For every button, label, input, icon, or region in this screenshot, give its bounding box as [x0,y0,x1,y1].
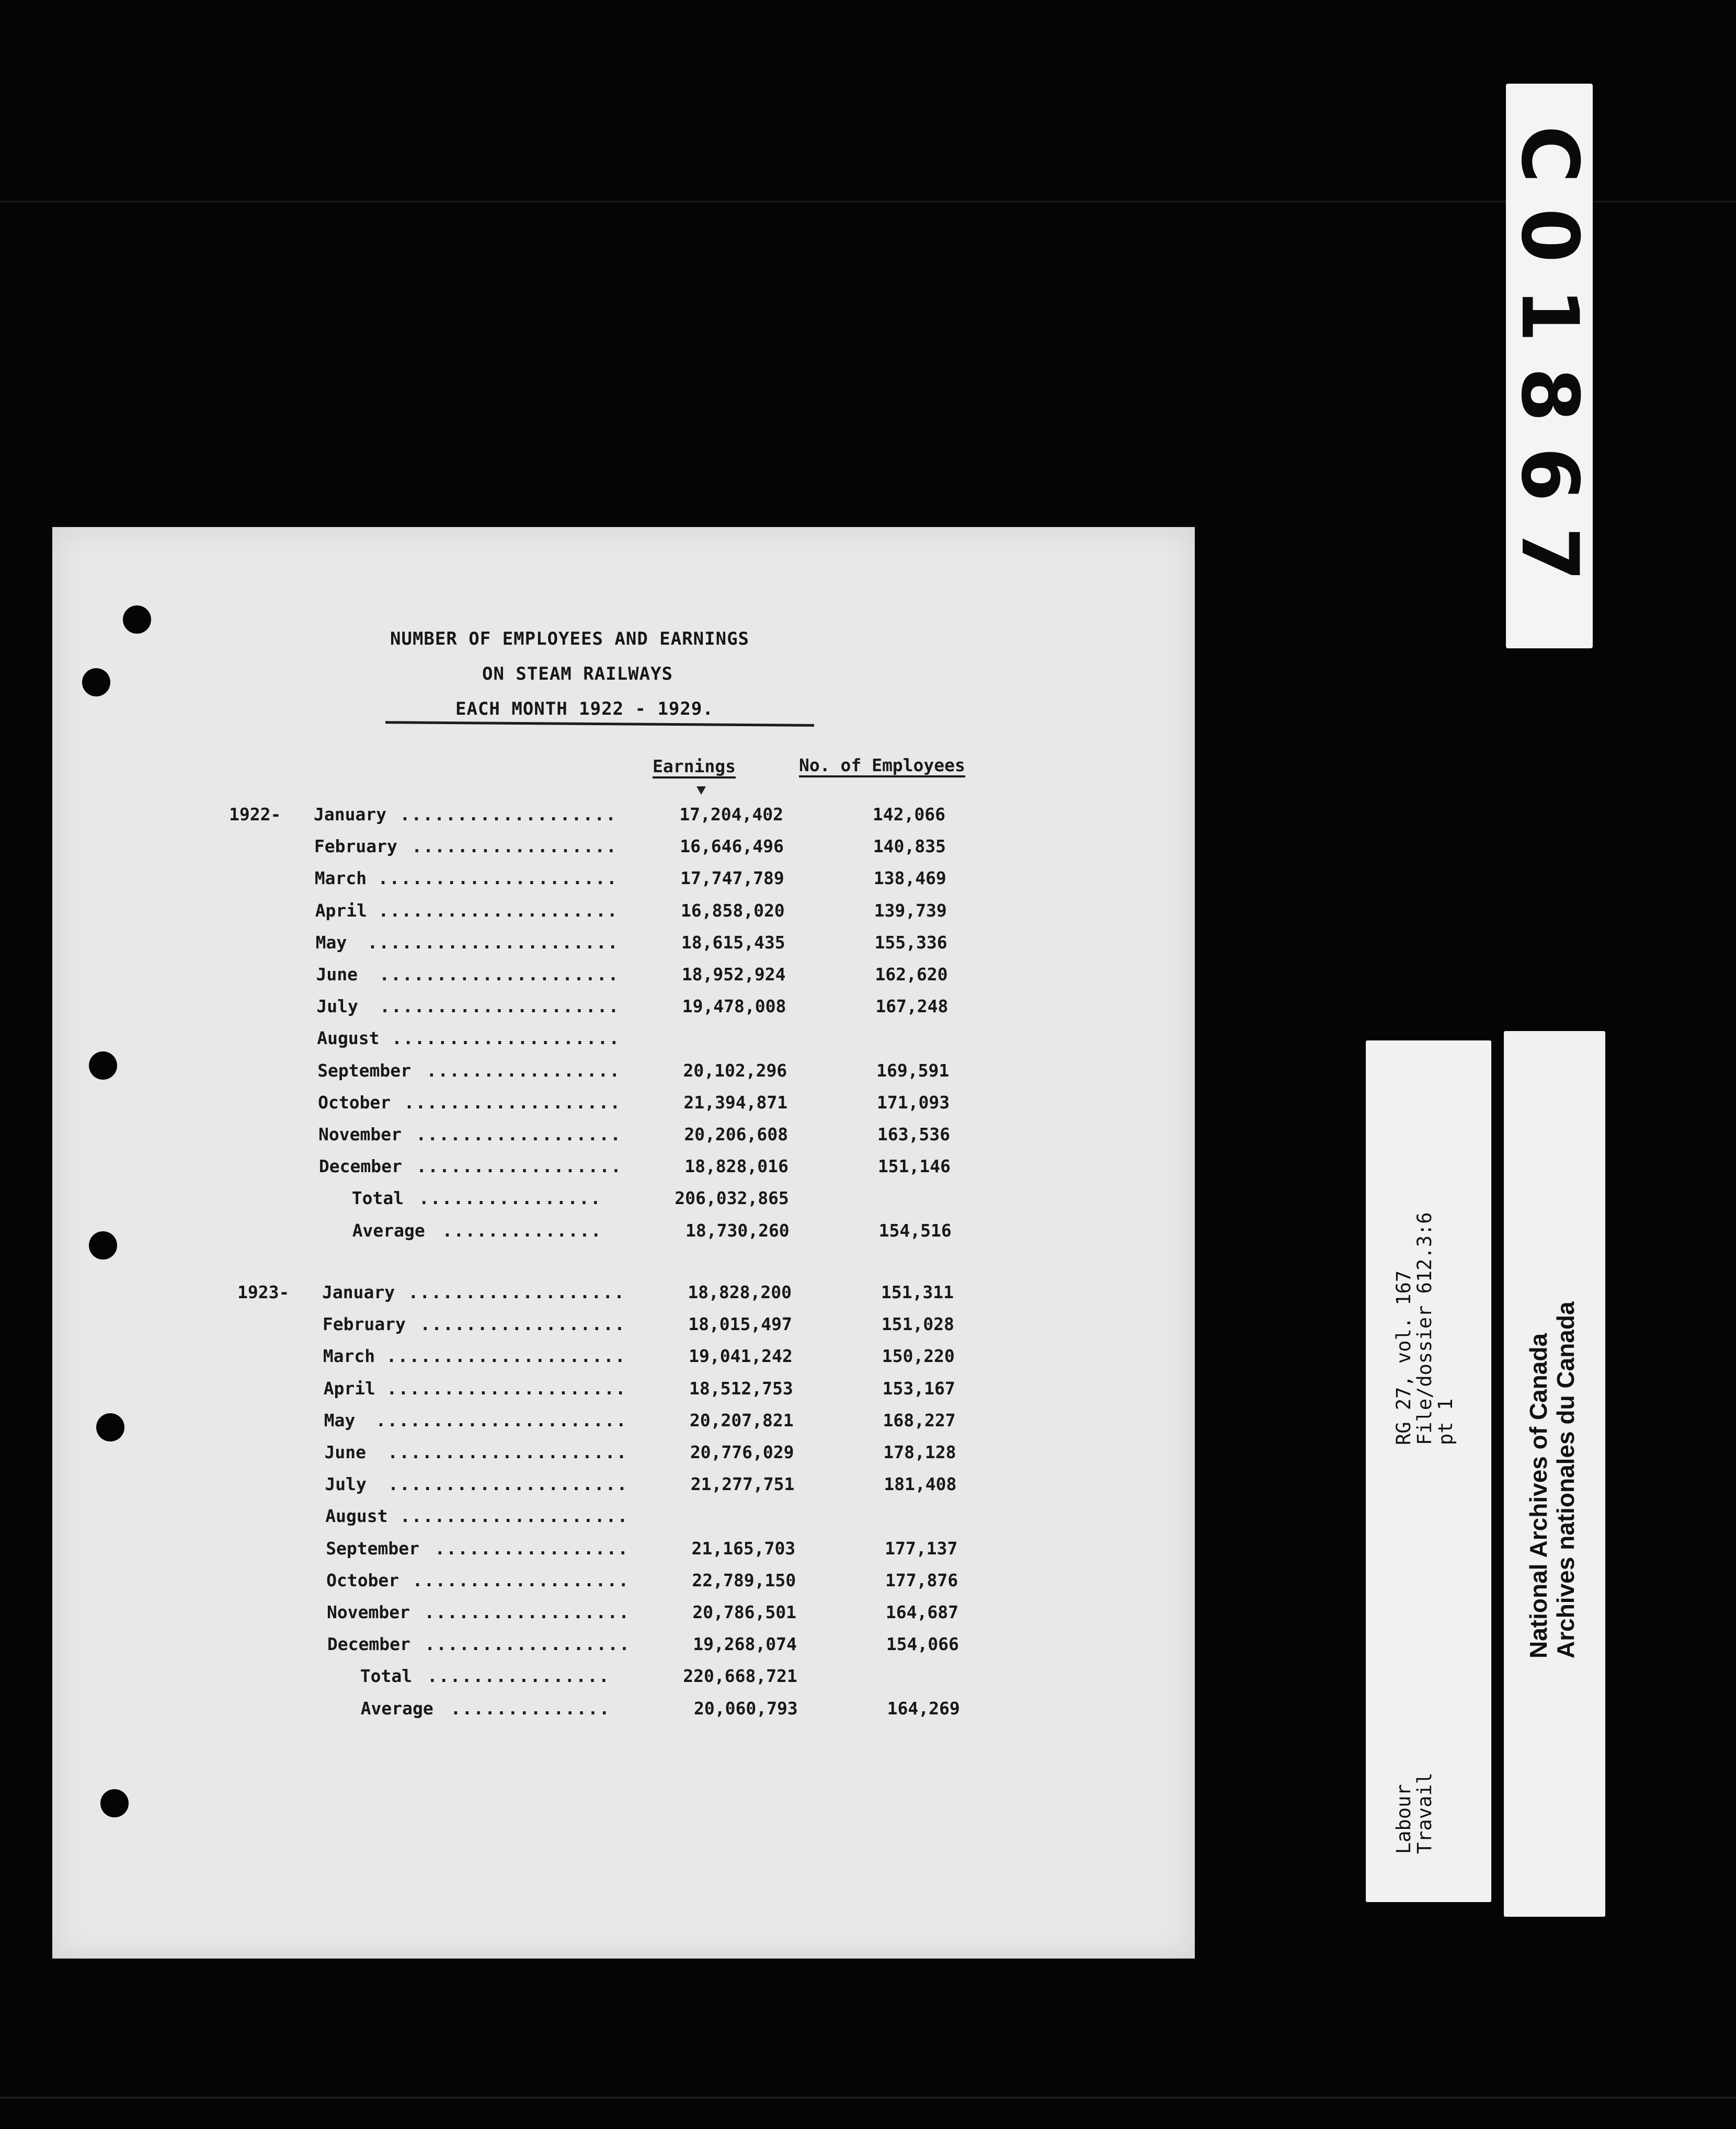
earnings-cell: 17,747,789 [680,868,784,889]
table-row [52,1156,1150,1179]
employees-cell: 177,137 [885,1538,958,1559]
earnings-cell: 20,776,029 [690,1442,794,1462]
year-label: 1923- [237,1282,290,1302]
table-row [52,1188,1150,1211]
archive-name-french: Archives nationales du Canada [1552,1301,1579,1658]
leader-dots: ................. [435,1538,630,1559]
earnings-cell: 206,032,865 [675,1188,789,1209]
leader-dots: ..................... [378,868,618,889]
table-row [52,1282,1150,1305]
employees-cell: 167,248 [875,996,949,1017]
table-row [52,932,1150,955]
month-label: September [326,1538,419,1559]
table-row [52,804,1150,827]
reference-line-1: RG 27, vol. 167 [1392,1270,1415,1445]
leader-dots: .................. [416,1124,622,1144]
leader-dots: ..................... [386,1346,626,1367]
table-row [52,1410,1150,1433]
summary-label: Total [360,1666,413,1687]
leader-dots: .............. [450,1698,611,1719]
leader-dots: ................... [404,1092,622,1113]
archive-label-card [1504,1031,1605,1917]
table-row [52,1570,1150,1593]
leader-dots: ................ [427,1666,610,1687]
leader-dots: ..................... [378,900,619,921]
employees-cell: 142,066 [872,804,945,825]
earnings-cell: 18,615,435 [681,932,785,953]
table-row [52,1314,1150,1337]
earnings-cell: 20,206,608 [684,1124,788,1144]
earnings-cell: 220,668,721 [683,1666,797,1687]
table-row [52,1698,1150,1721]
employees-cell: 154,516 [878,1220,952,1241]
employees-cell: 151,028 [881,1314,954,1335]
table-row [52,1028,1150,1051]
month-label: August [325,1506,388,1527]
month-label: July [325,1474,367,1495]
leader-dots: .................... [391,1028,621,1049]
month-label: May [324,1410,356,1430]
earnings-cell: 17,204,402 [679,804,783,825]
leader-dots: ................. [426,1060,621,1081]
employees-cell: 140,835 [873,836,946,857]
employees-cell: 151,146 [877,1156,951,1177]
reference-line-3: pt 1 [1434,1398,1457,1445]
film-frame-edge-bottom [0,2097,1736,2099]
month-label: November [318,1124,402,1144]
leader-dots: .................. [420,1314,626,1335]
employees-cell: 168,227 [883,1410,956,1430]
employees-cell: 163,536 [877,1124,950,1144]
correction-caret [696,786,706,795]
table-row [52,900,1150,923]
punch-hole [123,605,151,634]
table-row [52,836,1150,859]
leader-dots: ..................... [386,1378,627,1399]
employees-cell: 150,220 [882,1346,955,1367]
earnings-cell: 22,789,150 [692,1570,796,1590]
employees-cell: 139,739 [874,900,947,921]
earnings-cell: 20,102,296 [683,1060,787,1081]
month-label: January [314,804,387,825]
summary-label: Total [351,1188,404,1209]
month-label: June [316,964,358,985]
employees-cell: 162,620 [875,964,948,985]
month-label: May [315,932,347,953]
earnings-cell: 21,277,751 [690,1474,795,1495]
leader-dots: ................ [418,1188,602,1209]
leader-dots: .................... [399,1506,629,1527]
earnings-cell: 21,394,871 [683,1092,788,1113]
earnings-cell: 18,952,924 [681,964,786,985]
title-underline [385,721,814,727]
employees-cell: 164,269 [887,1698,960,1719]
table-row [52,1220,1150,1243]
month-label: November [327,1602,410,1622]
earnings-cell: 18,730,260 [686,1220,790,1241]
department-line-2: Travail [1413,1772,1436,1854]
month-label: December [327,1634,410,1655]
leader-dots: ................... [408,1282,625,1302]
table-row [52,1124,1150,1147]
document-page [52,527,1195,1959]
leader-dots: .................. [424,1602,630,1622]
table-row [52,1060,1150,1083]
earnings-cell: 18,015,497 [688,1314,792,1335]
table-row [52,1666,1150,1689]
month-label: March [314,868,367,889]
earnings-cell: 19,268,074 [693,1634,797,1655]
earnings-column-header: Earnings [653,756,736,776]
month-label: October [326,1570,399,1590]
earnings-cell: 21,165,703 [691,1538,796,1559]
document-title-line-1: NUMBER OF EMPLOYEES AND EARNINGS [390,628,750,649]
table-row [52,1378,1150,1401]
table-row [52,1474,1150,1497]
leader-dots: .................. [425,1634,631,1655]
employees-cell: 164,687 [885,1602,958,1622]
leader-dots: ...................... [367,932,619,953]
earnings-cell: 18,828,016 [684,1156,789,1177]
table-row [52,1634,1150,1657]
month-label: July [316,996,358,1017]
archive-name-english: National Archives of Canada [1525,1333,1552,1658]
leader-dots: ...................... [375,1410,627,1430]
employees-cell: 138,469 [873,868,946,889]
employees-cell: 181,408 [884,1474,957,1495]
month-label: March [323,1346,375,1367]
reference-line-2: File/dossier 612.3:6 [1413,1212,1436,1445]
table-row [52,964,1150,987]
reference-label-card [1366,1040,1491,1902]
leader-dots: .................. [416,1156,622,1177]
earnings-cell: 20,060,793 [694,1698,798,1719]
film-number-strip [1506,84,1593,648]
earnings-cell: 19,478,008 [682,996,786,1017]
table-row [52,1538,1150,1561]
leader-dots: ................... [399,804,617,825]
table-row [52,1442,1150,1465]
punch-hole [100,1789,129,1817]
employees-cell: 169,591 [876,1060,950,1081]
month-label: April [323,1378,376,1399]
employees-column-header: No. of Employees [799,755,965,775]
leader-dots: ..................... [380,996,620,1017]
table-row [52,996,1150,1019]
leader-dots: ................... [412,1570,630,1590]
film-frame-edge-top [0,201,1736,202]
department-line-1: Labour [1392,1784,1415,1854]
month-label: September [317,1060,411,1081]
month-label: January [322,1282,395,1302]
employees-cell: 171,093 [877,1092,950,1113]
earnings-cell: 16,646,496 [680,836,784,857]
employees-cell: 151,311 [881,1282,954,1302]
month-label: February [314,836,397,857]
leader-dots: ..................... [379,964,620,985]
year-label: 1922- [229,804,281,825]
earnings-cell: 20,207,821 [689,1410,794,1430]
earnings-cell: 20,786,501 [692,1602,796,1622]
employees-cell: 154,066 [886,1634,959,1655]
employees-cell: 177,876 [885,1570,958,1590]
month-label: December [318,1156,402,1177]
earnings-cell: 16,858,020 [681,900,785,921]
leader-dots: ..................... [388,1474,629,1495]
table-row [52,868,1150,891]
table-row [52,1602,1150,1625]
leader-dots: ..................... [387,1442,628,1462]
table-row [52,1506,1150,1529]
punch-hole [82,668,110,696]
document-title-line-2: ON STEAM RAILWAYS [482,663,673,684]
month-label: February [322,1314,406,1335]
table-row [52,1346,1150,1369]
table-row [52,1092,1150,1115]
leader-dots: .................. [412,836,618,857]
earnings-cell: 19,041,242 [689,1346,793,1367]
earnings-cell: 18,512,753 [689,1378,793,1399]
summary-label: Average [352,1220,425,1241]
employees-cell: 153,167 [882,1378,955,1399]
month-label: August [317,1028,380,1049]
document-title-line-3: EACH MONTH 1922 - 1929. [455,699,714,719]
month-label: April [315,900,368,921]
earnings-cell: 18,828,200 [688,1282,792,1302]
summary-label: Average [360,1698,433,1719]
employees-cell: 178,128 [883,1442,956,1462]
leader-dots: .............. [442,1220,602,1241]
film-number: C01867 [1504,125,1595,606]
employees-cell: 155,336 [874,932,947,953]
month-label: October [318,1092,391,1113]
month-label: June [324,1442,366,1462]
